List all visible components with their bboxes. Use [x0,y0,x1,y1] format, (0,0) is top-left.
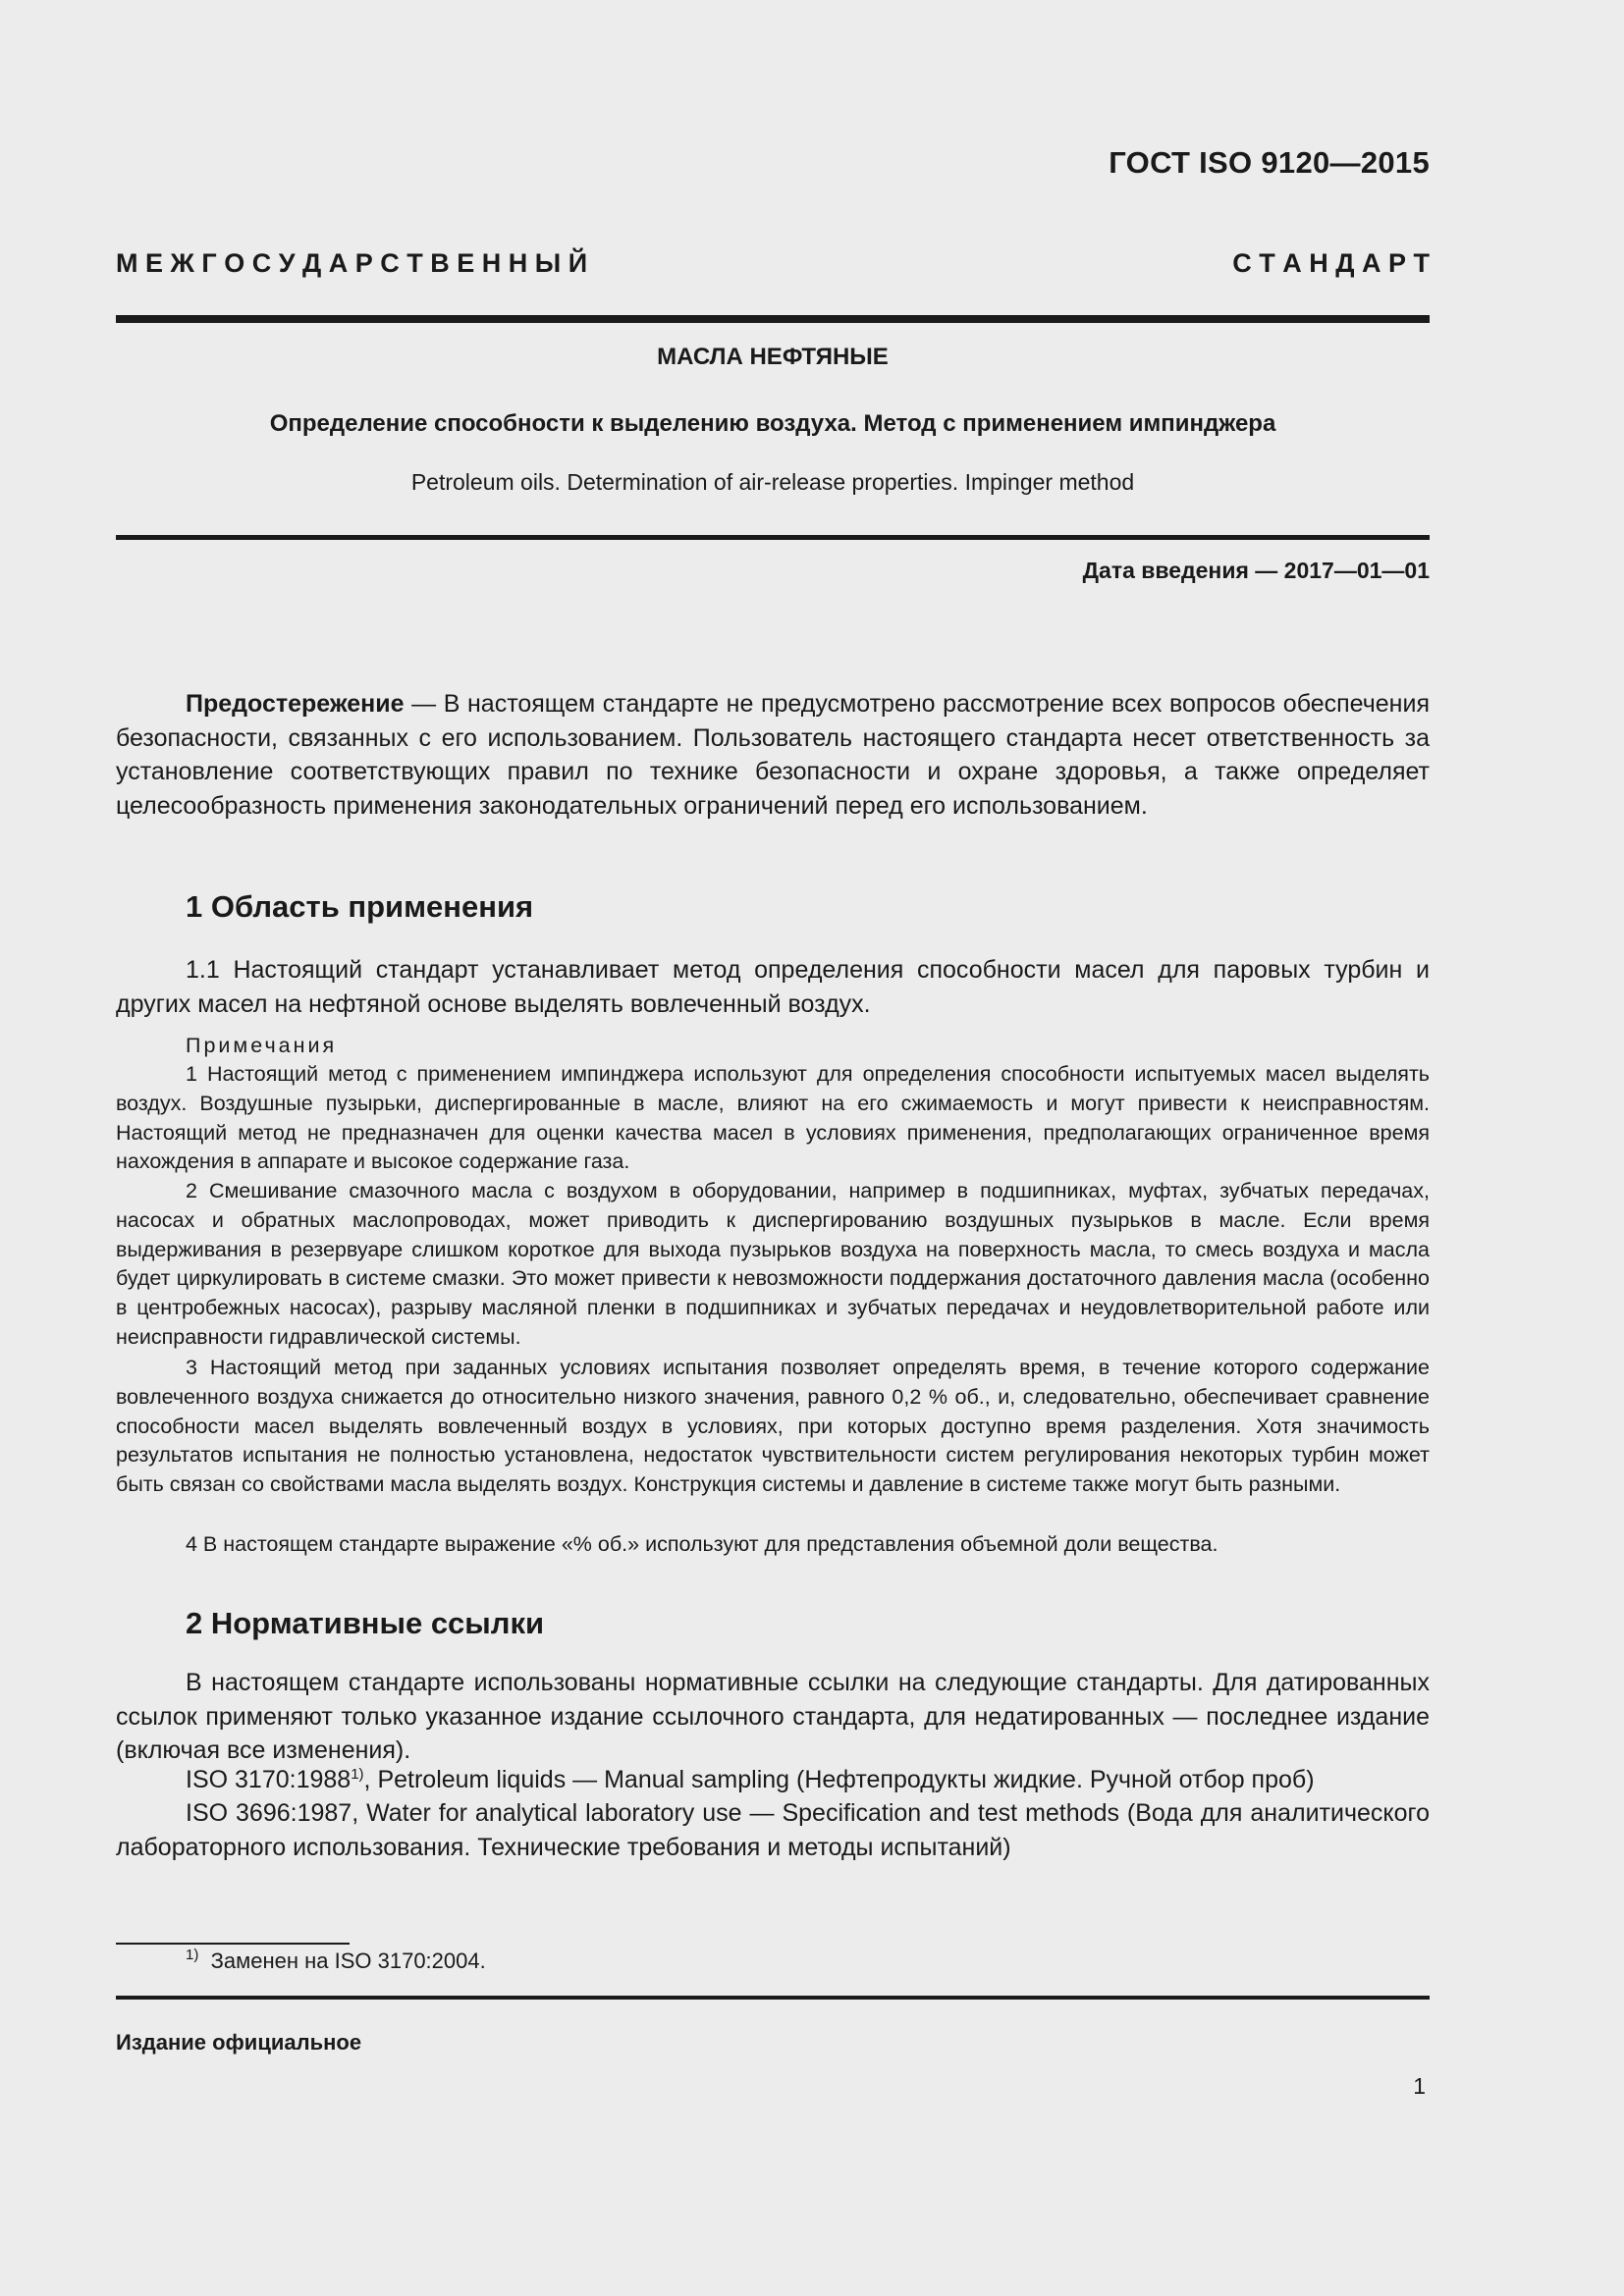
title-rule [116,535,1430,540]
warning-label: Предостережение [186,690,405,718]
official-edition-label: Издание официальное [116,2030,362,2055]
banner-left: М Е Ж Г О С У Д А Р С Т В Е Н Н Ы Й [116,248,588,278]
section-2-paragraph: В настоящем стандарте использованы нормативные ссылки на следующие стандарты. Для датированных ссылок применяют только указанное издание ссылочного стандарта, для недатированных — последнее издание (включая все изменения). [116,1669,1430,1764]
banner-right: С Т А Н Д А Р Т [1232,248,1430,278]
footnote-marker: 1) [351,1766,364,1783]
document-subtitle: Определение способности к выделению воздуха. Метод с применением импинджера [269,410,1276,437]
reference-text: , Petroleum liquids — Manual sampling (Нефтепродукты жидкие. Ручной отбор проб) [363,1766,1315,1793]
section-1-heading: 1 Область применения [186,889,534,924]
page-number: 1 [1413,2073,1426,2099]
notes-label: Примечания [186,1034,338,1057]
note-2: 2 Смешивание смазочного масла с воздухом в оборудовании, например в подшипниках, муфтах, зубчатых передачах, насосах и обратных маслопроводах, может приводить к диспергированию воздушных пузырьков в масле. Если время выдерживания в резервуаре слишком короткое для выхода пузырьков воздуха на поверхность масла, то смесь воздуха и масла будет циркулировать в системе смазки. Это может привести к невозможности поддержания достаточного давления масла (особенно в центробежных насосах), разрыву масляной пленки в подшипниках и зубчатых передачах и неудовлетворительной работе или неисправности гидравлической системы. [116,1179,1430,1349]
note-1: 1 Настоящий метод с применением импинджера используют для определения способности испытуемых масел выделять воздух. Воздушные пузырьки, диспергированные в масле, влияют на его сжимаемость и могут привести к неисправностям. Настоящий метод не предназначен для оценки качества масел в условиях применения, предполагающих ограниченное время нахождения в аппарате и высокое содержание газа. [116,1062,1430,1174]
reference-iso-3170 [116,1763,1430,1797]
footnote [186,1949,486,1974]
english-title: Petroleum oils. Determination of air-release properties. Impinger method [410,469,1135,495]
standard-code: ГОСТ ISO 9120—2015 [1109,145,1430,180]
footnote-text: Заменен на ISO 3170:2004. [210,1949,486,1973]
footnote-mark: 1) [186,1947,199,1963]
footer-rule [116,1996,1430,2000]
footnote-rule [116,1943,350,1945]
section-2-heading: 2 Нормативные ссылки [186,1606,545,1640]
document-page [116,0,1430,2296]
effective-date: Дата введения — 2017—01—01 [1082,558,1430,583]
note-3: 3 Настоящий метод при заданных условиях испытания позволяет определять время, в течение которого содержание вовлеченного воздуха снижается до относительно низкого значения, равного 0,2 % об., и, следовательно, обеспечивает сравнение способности масел выделять вовлеченный воздух в условиях, при которых доступно время разделения. Хотя значимость результатов испытания не полностью установлена, недостаток чувствительности систем регулирования некоторых турбин может быть связан со свойствами масла выделять воздух. Конструкция системы и давление в системе также могут быть разными. [116,1356,1430,1497]
note-4: 4 В настоящем стандарте выражение «% об.» используют для представления объемной доли вещества. [186,1532,1218,1556]
section-1-paragraph: 1.1 Настоящий стандарт устанавливает метод определения способности масел для паровых турбин и других масел на нефтяной основе выделять вовлеченный воздух. [116,956,1430,1018]
standard-banner [116,248,1430,279]
warning-paragraph [116,687,1430,823]
reference-iso-3696: ISO 3696:1987, Water for analytical laboratory use — Specification and test methods (Вода для аналитического лабораторного использования. Технические требования и методы испытаний) [116,1799,1430,1861]
document-title: МАСЛА НЕФТЯНЫЕ [657,344,889,370]
top-rule [116,315,1430,323]
reference-code: ISO 3170:1988 [186,1766,352,1793]
warning-text: — В настоящем стандарте не предусмотрено рассмотрение всех вопросов обеспечения безопасности, связанных с его использованием. Пользователь настоящего стандарта несет ответственность за установление соответствующих правил по технике безопасности и охране здоровья, а также определяет целесообразность применения законодательных ограничений перед его использованием. [116,690,1430,820]
